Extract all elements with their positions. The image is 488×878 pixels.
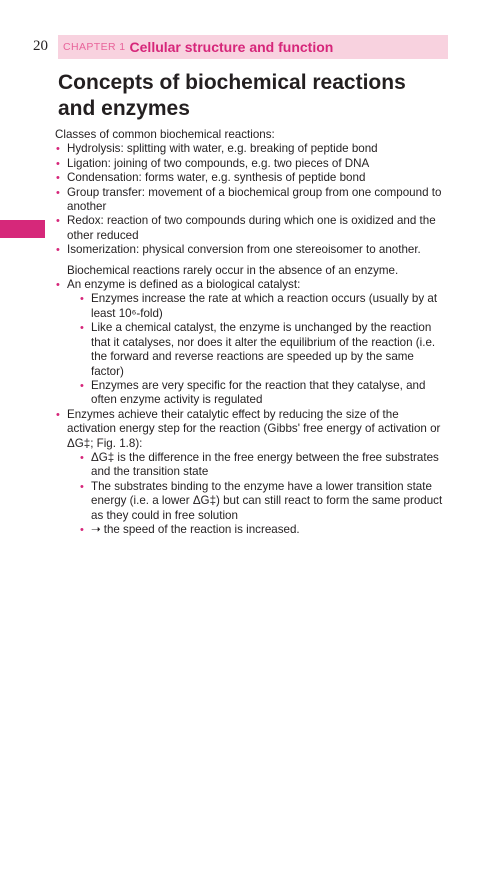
bullet-icon: • <box>80 322 84 335</box>
bullet-icon: • <box>80 523 84 536</box>
bullet-icon: • <box>56 215 60 228</box>
list-item: • Condensation: forms water, e.g. synthesis of peptide bond <box>56 171 366 185</box>
page-number: 20 <box>33 38 48 54</box>
bullet-icon: • <box>80 293 84 306</box>
enzyme-list <box>55 278 447 537</box>
bullet-icon: • <box>56 157 60 170</box>
list-item: • Isomerization: physical conversion from one stereoisomer to another. <box>56 243 421 257</box>
chapter-title: Cellular structure and function <box>129 39 334 55</box>
page-title: Concepts of biochemical reactions and enzymes <box>58 71 406 120</box>
sub-list-item: • Like a chemical catalyst, the enzyme is unchanged by the reaction that it catalyses, nor does it alter the equilibrium of the reaction (i.e. the forward and reverse reactions are speeded up by the same factor) <box>80 321 436 378</box>
arrow-right-icon: ➝ <box>91 522 101 536</box>
sub-list-item: • The substrates binding to the enzyme have a lower transition state energy (i.e. a lower ΔG‡) but can still react to form the same product as they could in free solution <box>80 479 443 522</box>
chapter-label: CHAPTER 1 <box>63 41 126 53</box>
chapter-header-bar <box>58 35 448 59</box>
list-item: • Redox: reaction of two compounds during which one is oxidized and the other reduced <box>56 214 436 242</box>
bullet-icon: • <box>80 379 84 392</box>
main-content <box>55 128 447 537</box>
bullet-icon: • <box>56 172 60 185</box>
bullet-icon: • <box>56 186 60 199</box>
reaction-classes-list <box>55 142 447 257</box>
bullet-icon: • <box>80 451 84 464</box>
bullet-icon: • <box>56 244 60 257</box>
list-item: • Hydrolysis: splitting with water, e.g. breaking of peptide bond <box>56 142 378 156</box>
list-item-enzyme-definition: • An enzyme is defined as a biological catalyst: • Enzymes increase the rate at which a reaction occurs (usually by at least 10⁶-fold) • Like a chemical catalyst, the enzyme is unchanged by the reaction that it catalyses, nor does it alter the equilibrium of the reaction (i.e. the forward and reverse reactions are speeded up by the same factor) • Enzymes are very specific for the reaction that they catalyse, and often enzyme activity is regulated <box>55 278 447 408</box>
sub-list-item: • Enzymes increase the rate at which a reaction occurs (usually by at least 10⁶-fold) <box>80 292 438 320</box>
bullet-icon: • <box>56 279 60 292</box>
side-thumb-tab <box>0 220 45 238</box>
bullet-icon: • <box>80 480 84 493</box>
enzyme-definition-sublist <box>79 292 447 407</box>
list-item: • Group transfer: movement of a biochemical group from one compound to another <box>56 185 442 214</box>
bullet-icon: • <box>56 143 60 156</box>
bullet-icon: • <box>56 408 60 421</box>
sub-list-item: • ➝ the speed of the reaction is increased. <box>80 522 300 536</box>
sub-list-item: • Enzymes are very specific for the reaction that they catalyse, and often enzyme activity is regulated <box>80 378 426 407</box>
list-item-catalytic-effect: • Enzymes achieve their catalytic effect by reducing the size of the activation energy step for the reaction (Gibbs' free energy of activation or ΔG‡; Fig. 1.8): • ΔG‡ is the difference in the free energy between the free substrates and the transition state • The substrates binding to the enzyme have a lower transition state energy (i.e. a lower ΔG‡) but can still react to form the same product as they could in free solution • ➝ the speed of the reaction is increased. <box>55 408 447 538</box>
list-item: • Ligation: joining of two compounds, e.g. two pieces of DNA <box>56 156 370 170</box>
intro-text: Classes of common biochemical reactions: <box>55 128 275 141</box>
paragraph-text: Biochemical reactions rarely occur in the absence of an enzyme. <box>67 263 399 277</box>
sub-list-item: • ΔG‡ is the difference in the free energy between the free substrates and the transition state <box>80 450 439 479</box>
catalytic-effect-sublist <box>79 451 447 537</box>
